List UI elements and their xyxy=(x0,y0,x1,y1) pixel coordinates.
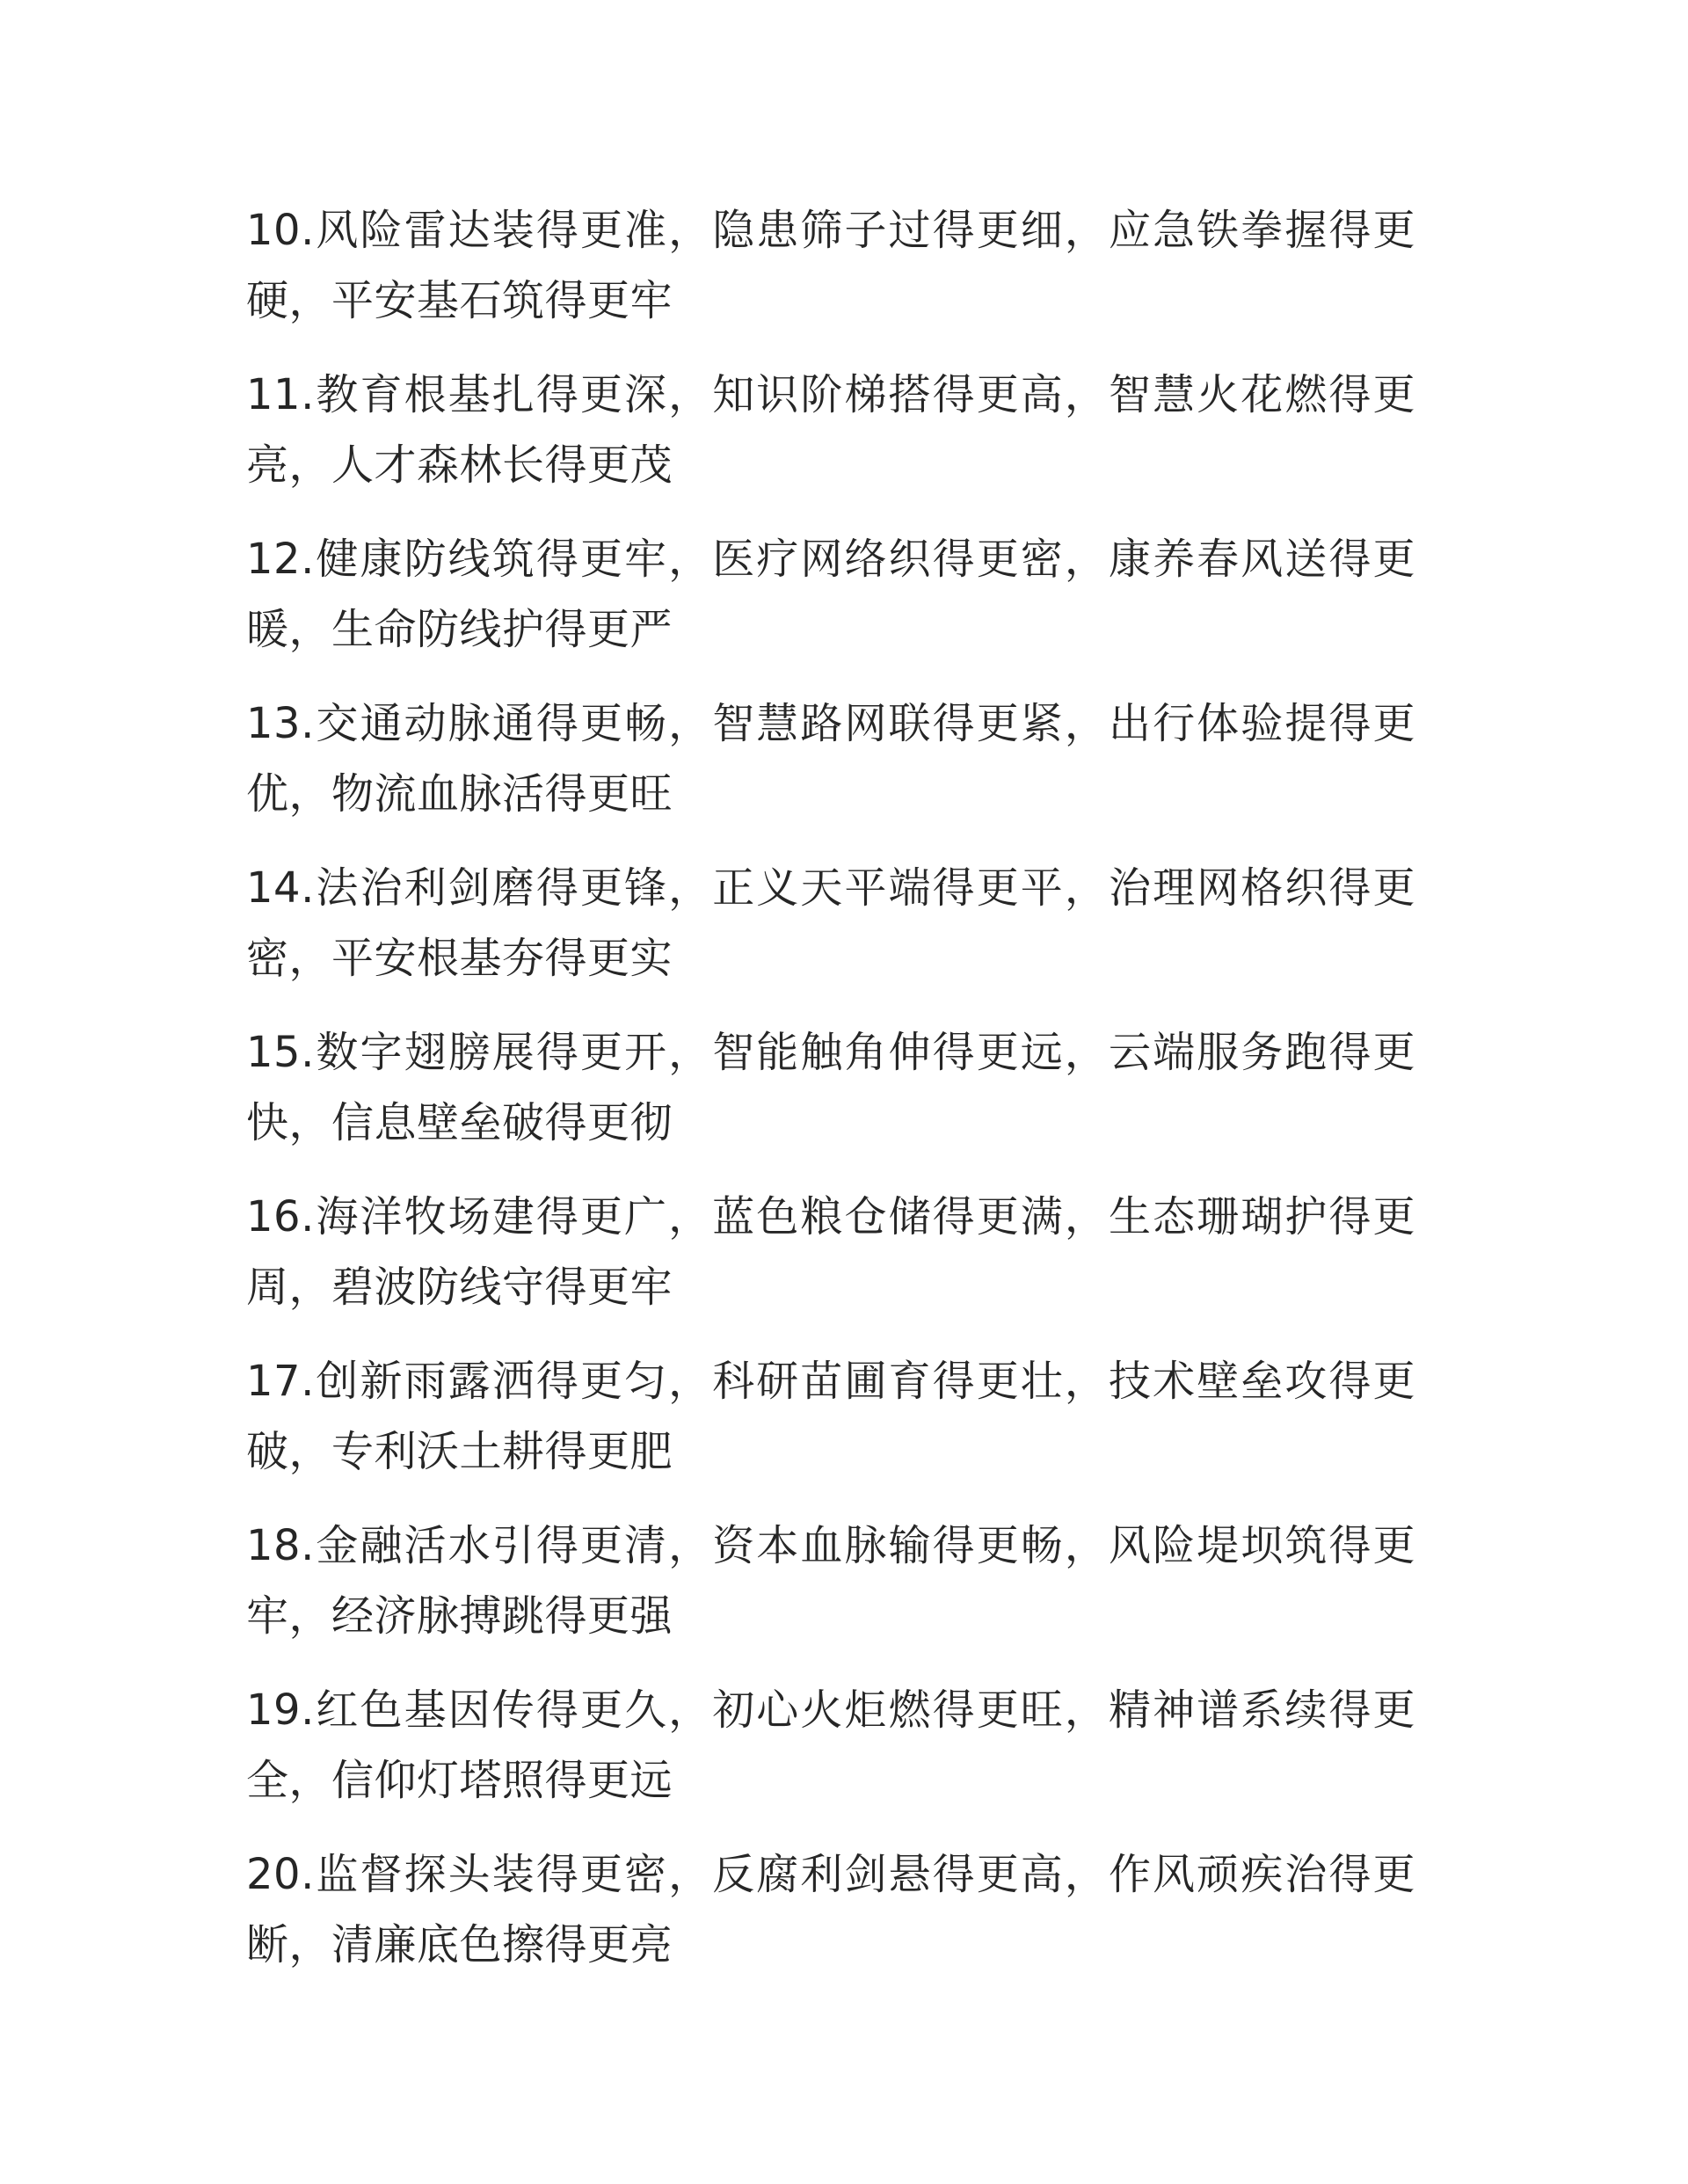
list-item: 10.风险雷达装得更准，隐患筛子过得更细，应急铁拳握得更硬，平安基石筑得更牢 xyxy=(246,206,1415,325)
list-item: 13.交通动脉通得更畅，智慧路网联得更紧，出行体验提得更优，物流血脉活得更旺 xyxy=(246,699,1415,819)
list-item: 16.海洋牧场建得更广，蓝色粮仓储得更满，生态珊瑚护得更周，碧波防线守得更牢 xyxy=(246,1192,1415,1312)
list-item: 12.健康防线筑得更牢，医疗网络织得更密，康养春风送得更暖，生命防线护得更严 xyxy=(246,535,1415,654)
list-item: 20.监督探头装得更密，反腐利剑悬得更高，作风顽疾治得更断，清廉底色擦得更亮 xyxy=(246,1850,1415,1969)
list-item: 11.教育根基扎得更深，知识阶梯搭得更高，智慧火花燃得更亮，人才森林长得更茂 xyxy=(246,370,1415,490)
list-item: 17.创新雨露洒得更匀，科研苗圃育得更壮，技术壁垒攻得更破，专利沃土耕得更肥 xyxy=(246,1357,1415,1476)
list-item: 19.红色基因传得更久，初心火炬燃得更旺，精神谱系续得更全，信仰灯塔照得更远 xyxy=(246,1685,1415,1805)
list-item: 15.数字翅膀展得更开，智能触角伸得更远，云端服务跑得更快，信息壁垒破得更彻 xyxy=(246,1028,1415,1147)
list-item: 14.法治利剑磨得更锋，正义天平端得更平，治理网格织得更密，平安根基夯得更实 xyxy=(246,863,1415,983)
document-body xyxy=(246,195,1433,2004)
list-item: 18.金融活水引得更清，资本血脉输得更畅，风险堤坝筑得更牢，经济脉搏跳得更强 xyxy=(246,1521,1415,1641)
